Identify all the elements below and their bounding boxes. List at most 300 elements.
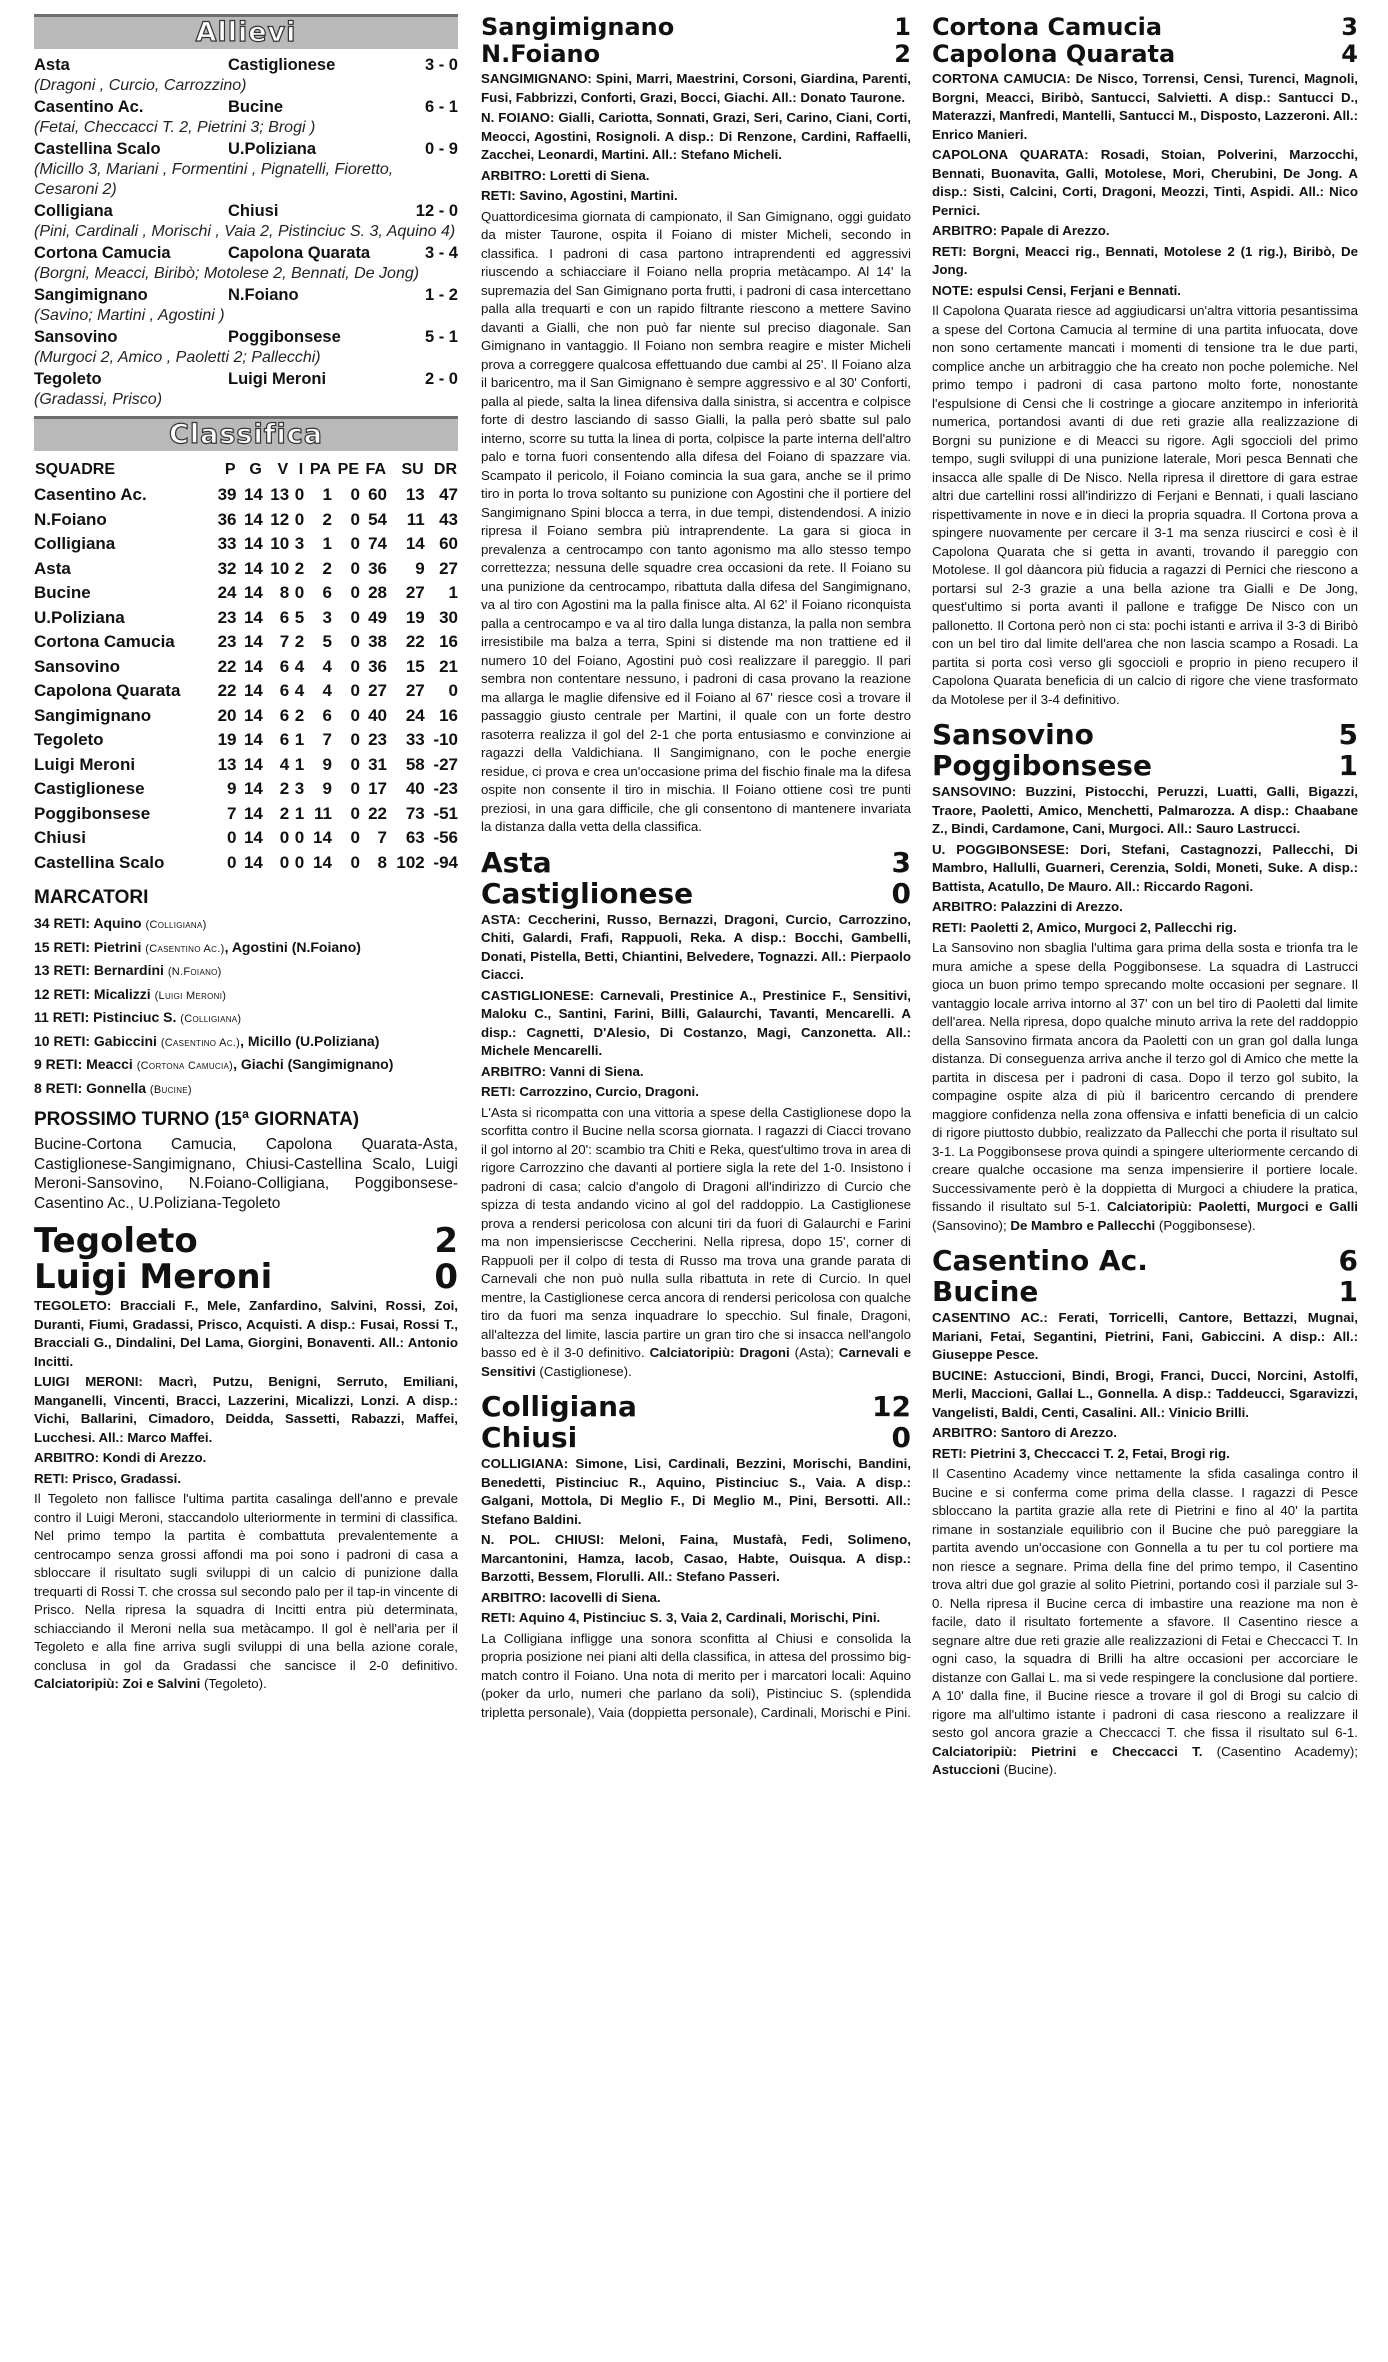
away-score: 0 (891, 1421, 911, 1454)
best-players-team-2: (Castiglionese). (539, 1363, 632, 1379)
report-text: L'Asta si ricompatta con una vittoria a spese della Castiglionese dopo la scorfitta contro il Bucine nella scorsa giornata. I ragazzi di Ciacci trovano il gol intorno al 20': scambio tra Chiti e Reka, quest'ultimo trova in area di rigore Carrozzino che davanti al portiere sigla la rete del 1-0. Insistono i padroni di casa; calcio d'angolo di Dragoni all'indirizzo di Curcio che spizza di testa andando vicino al gol del raddoppio. La Castiglionese prova a rendersi pericolosa con alcuni tiri da fuori di Galaurchi e Farini ma non impensieriscse Ceccherini. Nella ripresa, dopo 15', corner di Rappuoli per il colpo di testa di Russo ma trova una grande parata di Carnevali che non può nulla sulla ribattuta in rete di Curcio. In quel mentre, la Castiglionese cerca ancora di rendersi pericolosa con qualche tiro da fuori ma senza inquadrare lo specchio. Sul finale, Dragoni, all'altezza del limite, lascia partire un gran tiro che si insacca nell'angolo basso ed è il 3-0 definitivo. (481, 1104, 911, 1360)
lineup-paragraph: N. POL. CHIUSI: Meloni, Faina, Mustafà, Fedi, Solimeno, Marcantonini, Hamza, Iacob, Casao, Habte, Ouisqua. A disp.: Barzotti, Bessem, Florulli. All.: Stefano Passeri. (481, 1532, 911, 1584)
stat-cell: 0 (227, 828, 237, 848)
stat-cell: 0 (448, 681, 458, 701)
stat-cell: 23 (217, 607, 237, 627)
result-item (34, 327, 458, 368)
standings-header-row (34, 457, 458, 483)
lineup-paragraph: ARBITRO: Palazzini di Arezzo. (932, 899, 1123, 914)
scorer-name: Gabiccini (93, 1032, 157, 1049)
match-home-row (481, 847, 911, 878)
match-away-row (932, 41, 1358, 68)
stat-cell: 0 (350, 632, 360, 652)
stat-cell: 6 (279, 656, 290, 676)
best-players-label: Calciatoripiù: (649, 1345, 735, 1360)
match-casentino (932, 1245, 1358, 1780)
best-players: Dragoni (739, 1345, 790, 1360)
best-players-team-2: (Bucine). (1003, 1762, 1057, 1777)
stat-cell: 12 (270, 509, 290, 529)
scorers-text: (Borgni, Meacci, Biribò; Motolese 2, Bennati, De Jong) (34, 265, 420, 282)
team-name: Sansovino (34, 656, 120, 676)
stat-cell: 0 (294, 828, 305, 848)
stat-cell: 2 (294, 558, 305, 578)
team-name: Casentino Ac. (34, 485, 147, 505)
best-players-team-2: (Poggibonsese). (1158, 1217, 1256, 1233)
stat-cell: 21 (439, 656, 458, 676)
match-tegoleto (34, 1223, 458, 1694)
match-report (932, 302, 1358, 709)
away-team: Luigi Meroni (228, 370, 327, 388)
stat-cell: 40 (368, 705, 387, 725)
lineup-paragraph: CASTIGLIONESE: Carnevali, Prestinice A., Prestinice F., Sensitivi, Maloku C., Santini, Farini, Billi, Galaurchi, Tavanti, Mencarelli. A disp.: Cagnetti, D'Alesio, Di Costanzo, Magi, Canzonetta. All.: Michele Mencarelli. (481, 987, 911, 1058)
best-players-2: Carnevali e Sensitivi (481, 1345, 911, 1379)
stat-cell: 9 (322, 779, 332, 799)
lineup-paragraph: U. POGGIBONSESE: Dori, Stefani, Castagnozzi, Pallecchi, Di Mambro, Hallulli, Guarneri, Cerenzia, Soldi, Moneti, Suke. A disp.: Battista, Acatullo, De Mauro. All.: Riccardo Ragoni. (932, 841, 1358, 894)
stat-cell: 4 (294, 681, 305, 701)
home-team: Sangimignano (481, 13, 675, 41)
away-team: U.Poliziana (228, 140, 317, 158)
lineup-paragraph: SANGIMIGNANO: Spini, Marri, Maestrini, Corsoni, Giardina, Parenti, Fusi, Fabbrizzi, Conforti, Grazi, Bocci, Giachi. All.: Donato Taurone. (481, 71, 911, 105)
lineup-paragraph: NOTE: espulsi Censi, Ferjani e Bennati. (932, 282, 1182, 298)
scorer-team: (Colligiana) (180, 1013, 242, 1025)
standings-row (34, 483, 458, 508)
home-team: Castellina Scalo (34, 140, 161, 158)
stat-cell: 6 (279, 681, 290, 701)
column-middle (481, 14, 911, 1722)
stat-cell: 2 (279, 803, 290, 823)
stat-cell: 0 (279, 828, 290, 848)
column-header: I (298, 461, 304, 478)
team-name: Bucine (34, 583, 91, 603)
stat-cell: 13 (217, 754, 237, 774)
standings-row (34, 704, 458, 729)
scorer-team: (Bucine) (149, 1083, 192, 1096)
stat-cell: 30 (439, 607, 458, 627)
home-score: 5 (1338, 718, 1358, 751)
stat-cell: 23 (368, 730, 387, 750)
result-line (34, 327, 458, 348)
scorer-count: 8 RETI: (34, 1079, 83, 1096)
stat-cell: 0 (350, 779, 360, 799)
stat-cell: 0 (227, 852, 237, 872)
stat-cell: 27 (439, 558, 458, 578)
stat-cell: 14 (243, 828, 263, 848)
report-text: La Colligiana infligge una sonora sconfitta al Chiusi e consolida la propria posizione nei piani alti della classifica, in attesa del prossimo big-match contro il Foiano. Una nota di merito per i marcatori locali: Aquino (poker da urlo, numeri che parlano da soli), Pistinciuc S. (splendida tripletta personale), Vaia (doppietta personale), Cardinali, Morischi e Pini. (481, 1630, 911, 1720)
column-header: FA (365, 461, 386, 478)
scorer-line (34, 1054, 458, 1078)
stat-cell: -51 (433, 803, 458, 823)
match-sangimignano (481, 14, 911, 837)
column-header: SU (401, 461, 424, 478)
away-team: Bucine (228, 98, 284, 116)
result-line (34, 285, 458, 306)
scorer-count: 12 RETI: (34, 985, 91, 1002)
stat-cell: 7 (377, 828, 387, 848)
home-team: Asta (481, 845, 552, 879)
scorer-team: (N.Foiano) (167, 966, 222, 978)
stat-cell: 23 (217, 632, 237, 652)
scorers-text: (Pini, Cardinali , Morischi , Vaia 2, Pistinciuc S. 3, Aquino 4) (34, 223, 456, 240)
stat-cell: 4 (294, 656, 305, 676)
score: 5 - 1 (424, 328, 458, 346)
lineup-paragraph: ARBITRO: Vanni di Siena. (481, 1063, 644, 1079)
lineup-paragraph: RETI: Savino, Agostini, Martini. (481, 188, 678, 203)
home-team: Casentino Ac. (932, 1244, 1148, 1277)
best-players-label: Calciatoripiù: (932, 1743, 1017, 1759)
score: 0 - 9 (424, 140, 458, 158)
lineup-paragraph: RETI: Borgni, Meacci rig., Bennati, Motolese 2 (1 rig.), Biribò, De Jong. (932, 243, 1358, 277)
home-score: 3 (1341, 13, 1358, 41)
stat-cell: 14 (243, 779, 263, 799)
match-away-row (481, 41, 911, 68)
stat-cell: 73 (405, 803, 425, 823)
stat-cell: 0 (350, 656, 360, 676)
result-item (34, 369, 458, 410)
score: 1 - 2 (424, 286, 458, 304)
stat-cell: 102 (396, 852, 425, 872)
stat-cell: 60 (439, 534, 458, 554)
home-team: Tegoleto (34, 370, 102, 388)
standings-row (34, 508, 458, 533)
home-team: Asta (34, 56, 70, 74)
away-team: Poggibonsese (932, 749, 1152, 782)
home-team: Casentino Ac. (34, 98, 144, 116)
stat-cell: 24 (217, 583, 237, 603)
match-cortona (932, 14, 1358, 709)
result-item (34, 97, 458, 138)
stat-cell: 6 (322, 583, 332, 603)
stat-cell: 6 (322, 705, 332, 725)
away-team: Poggibonsese (228, 328, 341, 346)
stat-cell: 36 (368, 558, 387, 578)
allievi-title: Allievi (195, 17, 297, 48)
stat-cell: 1 (294, 730, 305, 750)
team-name: Cortona Camucia (34, 632, 175, 652)
stat-cell: 0 (350, 558, 360, 578)
lineup-paragraph: CASENTINO AC.: Ferati, Torricelli, Cantore, Bettazzi, Mugnai, Mariani, Fetai, Segantini, Pietrini, Fani, Gabiccini. A disp.: All.: Giuseppe Pesce. (932, 1310, 1358, 1362)
report-text: Quattordicesima giornata di campionato, il San Gimignano, oggi guidato da mister Taurone, ospita il Foiano di mister Micheli, secondo in classifica. I padroni di casa partono intraprendenti ed aggressivi riuscendo a schiacciare il Foiano nella propria metàcampo. Al 14' la supremazia del San Gimignano porta frutti, i padroni di casa intercettano palla alla trequarti e con un rapido filtrante riescono a mettere Savino davanti a Gialli, che non può far niente sul preciso diagonale. San Gimignano in vantaggio. Il Foiano non sembra reagire e mister Micheli prova a correggere qualcosa effettuando due cambi al 25'. Il Foiano alza il baricentro, ma il San Gimignano è sempre aggressivo e al 30' Conforti, palla al piede, salta la linea difensiva dalla sinistra, si accentra e colpisce forte di destro lasciando di sasso Gialli, la palla però sbatte sul palo interno, scorre su tutta la linea di porta, colpisce la parte interna dell'altro palo e torna fuori consentendo alla difesa del Foiano di spazzare via. Scampato il pericolo, il Foiano comincia la sua gara, anche se il primo tiro in porta lo trova soltanto su punizione con Agostini che il portiere del Sangimignano Spini blocca a terra, in due tempi, distendendosi. A inizio ripresa il Foiano sembra più intraprendente. La gara si gioca in prevalenza a centrocampo con tanto agonismo ma allo stesso tempo correttezza; nessuna delle squadre crea occasioni da rete. Il Foiano su una punizione da centrocampo, ribattuta dalla difesa del Sangimignano, va al tiro con Agostini ma la palla finisce alta. Al 62' il Foiano riconquista palla a centrocampo e va al tiro dalla lunga distanza, la palla non sembra irresistibile ma balza a terra, Spini si distende ma non trattiene ed il numero 10 del Foiano, Agostini può così realizzare il pareggio. Il pari sembra non contentare nessuno, i padroni di casa provano la reazione ma allarga le maglie difensive ed il Foiano al 67' riesce così a trovare il passaggio giusto centrale per Martini, il quale con un forte destro rasoterra realizza il gol del 2-1 che porta entusiasmo e convinzione ai ragazzi della Valdichiana. Il Sangimignano, con le poche energie residue, ci prova e crea un'occasione prima del fischio finale ma la difesa ospite non consente il tiro in mischia. Il Foiano ottiene così tre punti preziosi, in una gara difficile, che gli consentono di mantenere invariata la distanza dalla vetta della classifica. (481, 208, 911, 834)
stat-cell: 0 (350, 730, 360, 750)
stat-cell: -23 (433, 779, 458, 799)
column-right (932, 14, 1358, 1780)
scorer-count: 34 RETI: (34, 915, 91, 931)
match-away-row (932, 1276, 1358, 1307)
stat-cell: 24 (405, 705, 425, 725)
stat-cell: 0 (294, 583, 305, 603)
column-left (34, 14, 458, 1694)
match-lineups (932, 783, 1358, 937)
lineup-paragraph: CAPOLONA QUARATA: Rosadi, Stoian, Polverini, Marzocchi, Bennati, Buonavita, Galli, Motolese, Mori, Cherubini, De Jong. A disp.: Sisti, Calcini, Corti, Dragoni, Meozzi, Tinti, Aspidi. All.: Nico Pernici. (932, 147, 1358, 218)
result-line (34, 139, 458, 160)
home-team: Sansovino (932, 718, 1094, 751)
lineup-paragraph: RETI: Pietrini 3, Checcacci T. 2, Fetai, Brogi rig. (932, 1445, 1230, 1461)
classifica-title: Classifica (169, 419, 323, 450)
scorers-list (34, 913, 458, 1101)
stat-cell: 14 (243, 656, 263, 676)
stat-cell: 10 (270, 534, 290, 554)
report-text: Il Tegoleto non fallisce l'ultima partita casalinga dell'anno e prevale contro il Luigi Meroni, staccandolo ulteriormente in termini di classifica. Nel primo tempo la partita è combattuta prevalentemente a centrocampo senza grossi affondi ma poi sono i padroni di casa a sbloccare il risultato sugli sviluppi di un calcio di punizione dalla trequarti di Rossi T. che crossa sul secondo palo per il tap-in vincente di Prisco. Nella ripresa la squadra di Incitti entra più determinata, schiacciando il Meroni nella sua metàcampo. Il gol è nell'aria per il Tegoleto e alla fine arriva sugli sviluppi di una bella azione corale, conclusa in gol da Gradassi che sancisce il 2-0 definitivo. (34, 1491, 458, 1673)
stat-cell: 40 (405, 779, 425, 799)
stat-cell: 2 (294, 632, 305, 652)
away-team: Castiglionese (481, 876, 694, 910)
team-name: N.Foiano (34, 509, 107, 529)
match-lineups (34, 1297, 458, 1488)
stat-cell: 2 (322, 558, 332, 578)
scorers-text: (Murgoci 2, Amico , Paoletti 2; Pallecchi) (34, 349, 321, 366)
lineup-paragraph: ASTA: Ceccherini, Russo, Bernazzi, Dragoni, Curcio, Carrozzino, Chiti, Galardi, Frafi, Rappuoli, Reka. A disp.: Bocchi, Gambelli, Donati, Pistella, Betti, Chiantini, Belvedere, Tognazzi. All.: Pierpaolo Ciacci. (481, 911, 911, 982)
match-home-row (932, 14, 1358, 41)
standings-table (34, 457, 458, 875)
stat-cell: 54 (368, 509, 387, 529)
stat-cell: 7 (227, 803, 237, 823)
scorer-name: Micalizzi (93, 985, 151, 1002)
stat-cell: 3 (294, 779, 305, 799)
stat-cell: 28 (368, 583, 387, 603)
stat-cell: 13 (270, 485, 290, 505)
standings-row (34, 532, 458, 557)
best-players: Paoletti, Murgoci e Galli (1198, 1199, 1358, 1214)
scorers-text: (Micillo 3, Mariani , Formentini , Pignatelli, Fioretto, Cesaroni 2) (34, 161, 394, 198)
scorer-line (34, 1031, 458, 1055)
marcatori-title: MARCATORI (34, 887, 149, 908)
stat-cell: 6 (279, 730, 290, 750)
stat-cell: 27 (405, 583, 425, 603)
stat-cell: 22 (368, 803, 387, 823)
away-team: Luigi Meroni (34, 1257, 273, 1297)
stat-cell: 49 (368, 607, 387, 627)
team-name: Castiglionese (34, 779, 145, 799)
stat-cell: -10 (433, 730, 458, 750)
standings-row (34, 851, 458, 876)
standings-row (34, 802, 458, 827)
stat-cell: 17 (368, 779, 387, 799)
match-home-row (481, 1391, 911, 1422)
result-line (34, 243, 458, 264)
lineup-paragraph: N. FOIANO: Gialli, Cariotta, Sonnati, Grazi, Seri, Carino, Ciani, Corti, Meocci, Agostini, Rosignoli. A disp.: Di Renzone, Cardini, Raffaelli, Zacchei, Leonardi, Martini. All.: Stefano Micheli. (481, 110, 911, 162)
score: 3 - 0 (424, 56, 458, 74)
stat-cell: 14 (243, 583, 263, 603)
stat-cell: 14 (313, 852, 332, 872)
best-players-team: (Asta); (794, 1345, 834, 1360)
stat-cell: 14 (243, 607, 263, 627)
score: 3 - 4 (424, 244, 458, 262)
results-list (34, 55, 458, 410)
stat-cell: 0 (350, 485, 360, 505)
stat-cell: 0 (294, 509, 305, 529)
stat-cell: 2 (322, 509, 332, 529)
result-item (34, 139, 458, 200)
scorer-count: 10 RETI: (34, 1032, 91, 1049)
stat-cell: 11 (313, 803, 332, 823)
stat-cell: 10 (270, 558, 290, 578)
away-team: Bucine (932, 1275, 1039, 1308)
stat-cell: 0 (294, 485, 305, 505)
result-line (34, 97, 458, 118)
match-away-row (481, 878, 911, 909)
scorer-extra: , Giachi (Sangimignano) (233, 1056, 394, 1072)
away-score: 1 (1338, 749, 1358, 782)
match-report (481, 1630, 911, 1723)
stat-cell: 0 (350, 803, 360, 823)
classifica-banner (34, 416, 458, 451)
best-players-2: Astuccioni (932, 1762, 1000, 1777)
away-team: Capolona Quarata (228, 244, 371, 262)
stat-cell: -56 (433, 828, 458, 848)
column-header: V (277, 461, 289, 478)
stat-cell: 0 (350, 705, 360, 725)
standings-row (34, 606, 458, 631)
home-team: Colligiana (34, 202, 113, 220)
home-team: Sansovino (34, 328, 118, 346)
home-score: 2 (434, 1221, 458, 1261)
stat-cell: 0 (350, 509, 360, 529)
best-players-team: (Tegoleto). (203, 1676, 267, 1691)
stat-cell: 7 (322, 730, 332, 750)
away-score: 2 (894, 40, 911, 68)
match-report (932, 1465, 1358, 1780)
home-team: Cortona Camucia (932, 13, 1163, 41)
stat-cell: 33 (217, 534, 237, 554)
lineup-paragraph: LUIGI MERONI: Macrì, Putzu, Benigni, Serruto, Emiliani, Manganelli, Vincenti, Bracci, Lazzerini, Micalizzi, Lonzi. A disp.: Vichi, Ballarini, Cimadoro, Deidda, Sassetti, Rabazzi, Maffei, Lucchesi. All.: Marco Maffei. (34, 1374, 458, 1445)
scorer-team: (Cortona Camucia) (136, 1060, 234, 1072)
lineup-paragraph: ARBITRO: Iacovelli di Siena. (481, 1589, 661, 1605)
column-header: SQUADRE (35, 461, 116, 478)
stat-cell: 0 (350, 583, 360, 603)
stat-cell: 6 (279, 607, 290, 627)
stat-cell: 22 (217, 681, 237, 701)
stat-cell: 2 (279, 779, 290, 799)
scorers-text: (Savino; Martini , Agostini ) (34, 307, 225, 324)
lineup-paragraph: BUCINE: Astuccioni, Bindi, Brogi, Franci, Ducci, Norcini, Astolfi, Merli, Maccioni, Gallai L., Gonnella. A disp.: Taddeucci, Sgaravizzi, Vangelisti, Baldi, Centi, Casalini. All.: Vinicio Brilli. (932, 1367, 1358, 1420)
stat-cell: 63 (405, 828, 425, 848)
scorer-count: 9 RETI: (34, 1056, 83, 1072)
result-line (34, 55, 458, 76)
scorer-line (34, 1078, 458, 1102)
stat-cell: 3 (322, 607, 332, 627)
match-lineups (481, 70, 911, 206)
stat-cell: 8 (279, 583, 290, 603)
best-players: Pietrini e Checcacci T. (1031, 1743, 1203, 1759)
scorer-extra: , Agostini (N.Foiano) (224, 938, 361, 955)
away-score: 0 (891, 876, 911, 910)
scorers-text: (Dragoni , Curcio, Carrozzino) (34, 77, 247, 94)
report-text: Il Casentino Academy vince nettamente la sfida casalinga contro il Bucine e si conferma come prima della classe. I ragazzi di Pesce sbloccano la partita grazie alla rete di Pietrini e fino al 40' la partita rimane in sostanziale equilibrio con il Bucine che può pareggiare la partita avendo un'occasione con Gonnella a tu per tu col portiere ma non riesce a segnare. Prima della fine del primo tempo, il Casentino trova altri due gol grazie al solito Pietrini, portando così il parziale sul 3-0. Nella ripresa il Bucine cerca di imbastire una reazione ma non è facile, dato il risultato fortemente a sfavore. Il Casentino riesce a segnare altre due reti grazie alle realizzazioni di Fetai e Checcacci T. In ogni caso, la squadra di Brilli ha altre occasioni per accorciare le distanze con Gallai L. ma si vede respingere la conclusione dal portiere. A 10' dalla fine, il Bucine riesce a trovare il gol di Brogi su calcio di rigore ma all'ultimo istante i padroni di casa riescono a realizzare il sesto gol ancora grazie a Checcacci T. che fissa il risultato sul 6-1. (932, 1466, 1358, 1740)
stat-cell: -94 (433, 852, 458, 872)
stat-cell: 6 (279, 705, 290, 725)
result-item (34, 243, 458, 284)
stat-cell: 0 (294, 852, 305, 872)
stat-cell: 27 (368, 681, 387, 701)
stat-cell: 11 (406, 509, 425, 529)
stat-cell: 1 (322, 485, 332, 505)
team-name: Tegoleto (34, 730, 104, 750)
home-team: Colligiana (481, 1390, 637, 1423)
lineup-paragraph: RETI: Paoletti 2, Amico, Murgoci 2, Pallecchi rig. (932, 919, 1237, 935)
scorer-name: Aquino (93, 915, 142, 931)
best-players-label: Calciatoripiù: (34, 1676, 119, 1691)
match-home-row (481, 14, 911, 41)
stat-cell: 27 (405, 681, 425, 701)
score: 2 - 0 (424, 370, 458, 388)
team-name: Castellina Scalo (34, 852, 165, 872)
team-name: Asta (34, 558, 71, 578)
stat-cell: 9 (227, 779, 237, 799)
stat-cell: 4 (322, 656, 332, 676)
match-sansovino (932, 719, 1358, 1235)
match-lineups (481, 1455, 911, 1628)
stat-cell: 14 (243, 632, 263, 652)
scorers-text: (Gradassi, Prisco) (34, 391, 163, 408)
stat-cell: 14 (243, 485, 263, 505)
away-score: 0 (434, 1257, 458, 1297)
team-name: Colligiana (34, 534, 116, 554)
lineup-paragraph: RETI: Aquino 4, Pistinciuc S. 3, Vaia 2, Cardinali, Morischi, Pini. (481, 1610, 881, 1625)
home-score: 3 (891, 845, 911, 879)
lineup-paragraph: RETI: Prisco, Gradassi. (34, 1470, 182, 1486)
scorer-name: Pietrini (93, 938, 142, 955)
home-team: Cortona Camucia (34, 244, 171, 262)
stat-cell: 14 (313, 828, 332, 848)
stat-cell: 16 (439, 705, 458, 725)
match-home-row (932, 719, 1358, 750)
match-lineups (932, 70, 1358, 300)
result-line (34, 369, 458, 390)
team-name: Capolona Quarata (34, 681, 181, 701)
stat-cell: 0 (350, 828, 360, 848)
scorer-name: Bernardini (93, 962, 164, 978)
stat-cell: 22 (405, 632, 425, 652)
stat-cell: 38 (368, 632, 387, 652)
stat-cell: 0 (350, 852, 360, 872)
scorer-line (34, 913, 458, 937)
stat-cell: 9 (415, 558, 425, 578)
lineup-paragraph: ARBITRO: Santoro di Arezzo. (932, 1425, 1117, 1440)
match-away-row (932, 750, 1358, 781)
stat-cell: 13 (405, 485, 425, 505)
stat-cell: 14 (243, 730, 263, 750)
standings-row (34, 753, 458, 778)
column-header: PA (309, 461, 331, 478)
scorer-line (34, 960, 458, 984)
stat-cell: 20 (217, 705, 237, 725)
stat-cell: 7 (279, 632, 290, 652)
match-lineups (932, 1309, 1358, 1463)
stat-cell: 14 (243, 852, 263, 872)
lineup-paragraph: RETI: Carrozzino, Curcio, Dragoni. (481, 1084, 699, 1099)
standings-row (34, 679, 458, 704)
stat-cell: 33 (405, 730, 425, 750)
best-players-label: Calciatoripiù: (1106, 1199, 1192, 1214)
standings-row (34, 826, 458, 851)
scorer-line (34, 937, 458, 961)
home-score: 1 (894, 13, 911, 41)
stat-cell: 1 (448, 583, 458, 603)
scorer-team: (Casentino Ac.) (160, 1036, 241, 1049)
home-score: 6 (1338, 1244, 1358, 1277)
away-team: Chiusi (481, 1421, 578, 1454)
column-header: G (249, 461, 262, 478)
result-line (34, 201, 458, 222)
stat-cell: 36 (217, 509, 237, 529)
stat-cell: 16 (439, 632, 458, 652)
scorer-count: 15 RETI: (34, 938, 91, 955)
away-score: 4 (1341, 40, 1358, 68)
result-item (34, 285, 458, 326)
stat-cell: 14 (243, 705, 263, 725)
scorer-team: (Luigi Meroni) (154, 989, 227, 1002)
match-home-row (932, 1245, 1358, 1276)
stat-cell: 0 (350, 534, 360, 554)
